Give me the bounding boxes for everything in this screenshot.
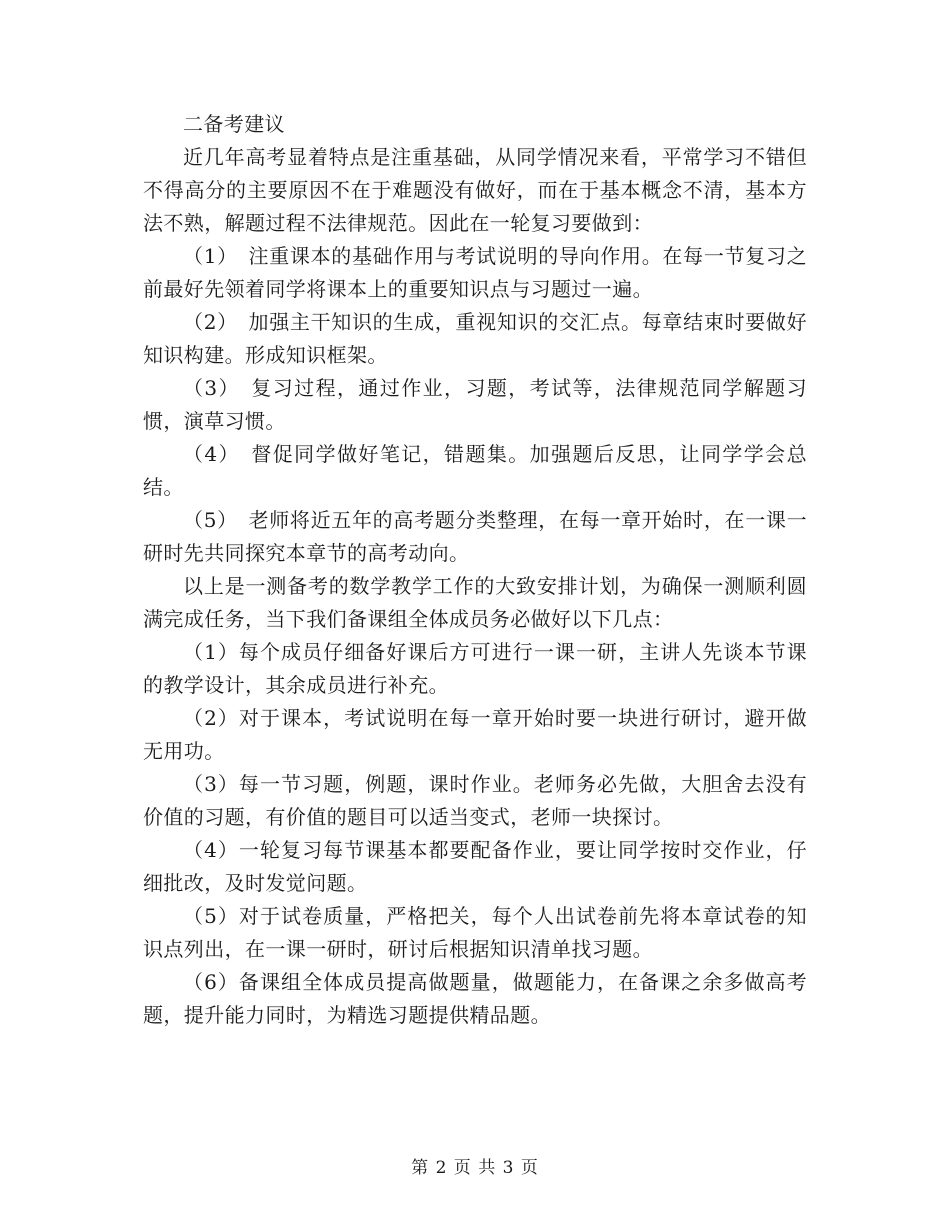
paragraph-point-2: （2）对于课本，考试说明在每一章开始时要一块进行研讨，避开做无用功。 [143, 706, 807, 763]
paragraph-point-6: （6）备课组全体成员提高做题量，做题能力，在备课之余多做高考题，提升能力同时，为精选习题提供精品题。 [143, 970, 807, 1027]
paragraph-summary: 以上是一测备考的数学教学工作的大致安排计划，为确保一测顺利圆满完成任务，当下我们备课组全体成员务必做好以下几点： [143, 574, 807, 631]
paragraph-item-2: （2） 加强主干知识的生成，重视知识的交汇点。每章结束时要做好知识构建。形成知识框架。 [143, 310, 807, 367]
paragraph-point-4: （4）一轮复习每节课基本都要配备作业，要让同学按时交作业，仔细批改，及时发觉问题。 [143, 838, 807, 895]
document-body [143, 108, 807, 1032]
paragraph-point-5: （5）对于试卷质量，严格把关，每个人出试卷前先将本章试卷的知识点列出，在一课一研时，研讨后根据知识清单找习题。 [143, 904, 807, 961]
paragraph-item-4: （4） 督促同学做好笔记，错题集。加强题后反思，让同学学会总结。 [143, 442, 807, 499]
paragraph-item-3: （3） 复习过程，通过作业，习题，考试等，法律规范同学解题习惯，演草习惯。 [143, 376, 807, 433]
paragraph-point-1: （1）每个成员仔细备好课后方可进行一课一研，主讲人先谈本节课的教学设计，其余成员进行补充。 [143, 640, 807, 697]
paragraph-item-5: （5） 老师将近五年的高考题分类整理，在每一章开始时，在一课一研时先共同探究本章节的高考动向。 [143, 508, 807, 565]
page-number-footer: 第 2 页 共 3 页 [411, 1158, 539, 1178]
section-heading: 二备考建议 [183, 112, 285, 136]
paragraph-intro: 近几年高考显着特点是注重基础，从同学情况来看，平常学习不错但不得高分的主要原因不在于难题没有做好，而在于基本概念不清，基本方法不熟，解题过程不法律规范。因此在一轮复习要做到： [143, 145, 807, 235]
paragraph-point-3: （3）每一节习题，例题，课时作业。老师务必先做，大胆舍去没有价值的习题，有价值的题目可以适当变式，老师一块探讨。 [143, 772, 807, 829]
paragraph-item-1: （1） 注重课本的基础作用与考试说明的导向作用。在每一节复习之前最好先领着同学将课本上的重要知识点与习题过一遍。 [143, 244, 807, 301]
